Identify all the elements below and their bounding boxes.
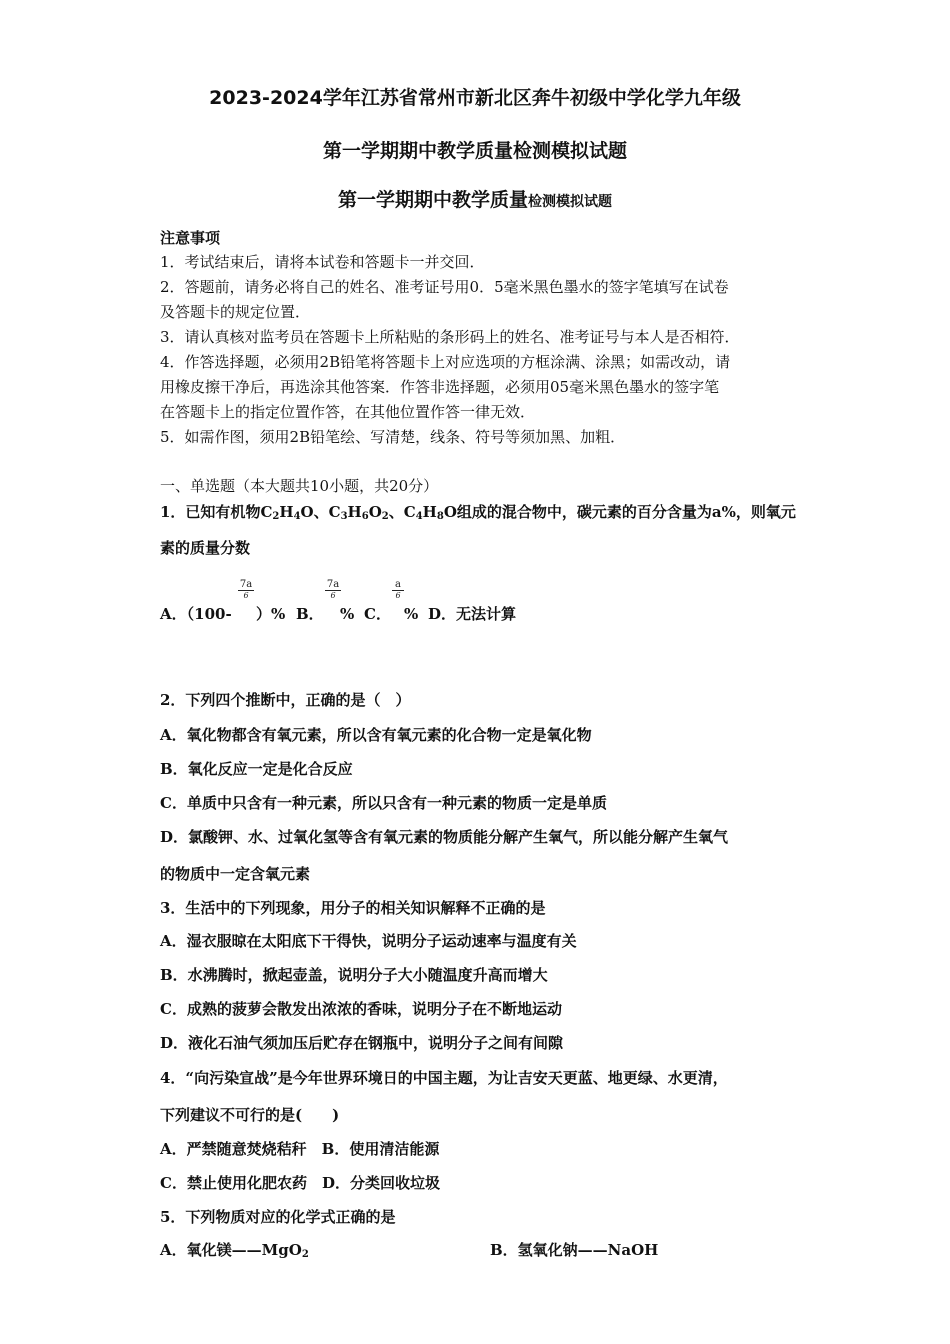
- q1-formula-1-c-sub: 2: [272, 511, 280, 522]
- q1-formula-2-o: O: [368, 503, 382, 521]
- exam-title-line1: 2023-2024学年江苏省常州市新北区奔牛初级中学化学九年级: [209, 87, 741, 109]
- q1-fraction-a: [238, 580, 254, 601]
- q1-option-c-pre: C．: [364, 605, 391, 623]
- q1-formula-1-h-sub: 4: [293, 511, 301, 522]
- notice-item-2b: 及答题卡的规定位置．: [160, 303, 311, 321]
- q1-fraction-c-den: 6: [395, 591, 401, 600]
- section-heading: 一、单选题（本大题共10小题，共20分）: [160, 477, 439, 495]
- q1-option-d: D．无法计算: [428, 605, 517, 623]
- q2-option-b: B．氧化反应一定是化合反应: [160, 760, 353, 778]
- q2-stem: 2．下列四个推断中，正确的是（ ）: [160, 691, 411, 709]
- q3-option-c: C．成熟的菠萝会散发出浓浓的香味，说明分子在不断地运动: [160, 1000, 562, 1018]
- q1-fraction-c-num: a: [392, 580, 404, 591]
- q2-option-a: A．氧化物都含有氧元素，所以含有氧元素的化合物一定是氧化物: [160, 726, 592, 744]
- q5-option-a: [160, 1240, 309, 1265]
- notice-item-3: 3．请认真核对监考员在答题卡上所粘贴的条形码上的姓名、准考证号与本人是否相符．: [160, 328, 740, 346]
- q1-option-a-pre: A．（100-: [160, 605, 232, 623]
- q1-formula-1-o: O、: [300, 503, 329, 521]
- q1-fraction-b-num: 7a: [326, 579, 340, 590]
- q1-formula-2-c-sub: 3: [340, 511, 348, 522]
- q1-formula-sep: 、: [388, 503, 404, 521]
- q1-stem-line2: 素的质量分数: [160, 539, 251, 557]
- q4-stem-line1: 4．“向污染宣战”是今年世界环境日的中国主题，为让吉安天更蓝、地更绿、水更清，: [160, 1069, 728, 1087]
- q3-stem: 3．生活中的下列现象，用分子的相关知识解释不正确的是: [160, 899, 546, 917]
- q4-options-cd: C．禁止使用化肥农药 D．分类回收垃圾: [160, 1174, 440, 1192]
- notice-item-5: 5．如需作图，须用2B铅笔绘、写清楚，线条、符号等须加黑、加粗．: [160, 428, 626, 446]
- q1-formula-3-h-sub: 8: [436, 511, 444, 522]
- q1-fraction-b: [325, 580, 341, 601]
- q2-option-d-line2: 的物质中一定含氧元素: [160, 865, 311, 883]
- q1-formula-2-h-sub: 6: [361, 511, 369, 522]
- q3-option-d: D．液化石油气须加压后贮存在钢瓶中，说明分子之间有间隙: [160, 1034, 564, 1052]
- notice-item-4b: 用橡皮擦干净后，再选涂其他答案．作答非选择题，必须用05毫米黑色墨水的签字笔: [160, 378, 720, 396]
- q3-option-a: A．湿衣服晾在太阳底下干得快，说明分子运动速率与温度有关: [160, 932, 577, 950]
- q5-option-a-sub: 2: [301, 1249, 309, 1260]
- q1-formula-2-h: H: [347, 503, 362, 521]
- q1-option-c-post: %: [404, 605, 419, 623]
- q1-formula-1-h: H: [279, 503, 294, 521]
- q4-options-ab: A．严禁随意焚烧秸秆 B．使用清洁能源: [160, 1140, 440, 1158]
- exam-title-line3: [0, 190, 950, 212]
- q1-fraction-b-den: 6: [330, 591, 336, 600]
- q1-fraction-a-num: 7a: [239, 579, 253, 590]
- q1-stem-line1: [160, 502, 796, 527]
- q1-formula-3-h: H: [422, 503, 437, 521]
- q1-stem-start: 1．已知有机物: [160, 503, 261, 521]
- q1-formula-2-c: C: [328, 503, 341, 521]
- q3-option-b: B．水沸腾时，掀起壶盖，说明分子大小随温度升高而增大: [160, 966, 548, 984]
- notice-item-2a: 2．答题前，请务必将自己的姓名、准考证号用0．5毫米黑色墨水的签字笔填写在试卷: [160, 278, 729, 296]
- q1-formula-1-c: C: [260, 503, 273, 521]
- q5-option-b: B．氢氧化钠——NaOH: [490, 1241, 659, 1259]
- q1-formula-3-c-sub: 4: [415, 511, 423, 522]
- q1-formula-2-o-sub: 2: [381, 511, 389, 522]
- q5-option-a-text: A．氧化镁——MgO: [160, 1241, 302, 1259]
- title-line3-small: 检测模拟试题: [528, 194, 612, 210]
- notice-item-4a: 4．作答选择题，必须用2B铅笔将答题卡上对应选项的方框涂满、涂黑；如需改动，请: [160, 353, 731, 371]
- q1-fraction-a-den: 6: [243, 591, 249, 600]
- q4-stem-line2: 下列建议不可行的是( ): [160, 1106, 340, 1124]
- q2-option-d-line1: D．氯酸钾、水、过氧化氢等含有氧元素的物质能分解产生氧气，所以能分解产生氧气: [160, 828, 729, 846]
- q1-fraction-c: [392, 580, 404, 601]
- title-line3-main: 第一学期期中教学质量: [337, 189, 528, 211]
- exam-title-line2: 第一学期期中教学质量检测模拟试题: [322, 140, 627, 162]
- q1-option-b-pre: B．: [296, 605, 324, 623]
- q1-option-b-post: %: [340, 605, 355, 623]
- q1-option-a-post: ）%: [256, 605, 286, 623]
- q1-stem-rest: O组成的混合物中，碳元素的百分含量为a%，则氧元: [443, 503, 796, 521]
- q5-stem: 5．下列物质对应的化学式正确的是: [160, 1208, 396, 1226]
- notice-heading: 注意事项: [160, 229, 221, 247]
- q1-formula-3-c: C: [403, 503, 416, 521]
- q2-option-c: C．单质中只含有一种元素，所以只含有一种元素的物质一定是单质: [160, 794, 607, 812]
- notice-item-4c: 在答题卡上的指定位置作答，在其他位置作答一律无效．: [160, 403, 536, 421]
- notice-item-1: 1．考试结束后，请将本试卷和答题卡一并交回．: [160, 253, 485, 271]
